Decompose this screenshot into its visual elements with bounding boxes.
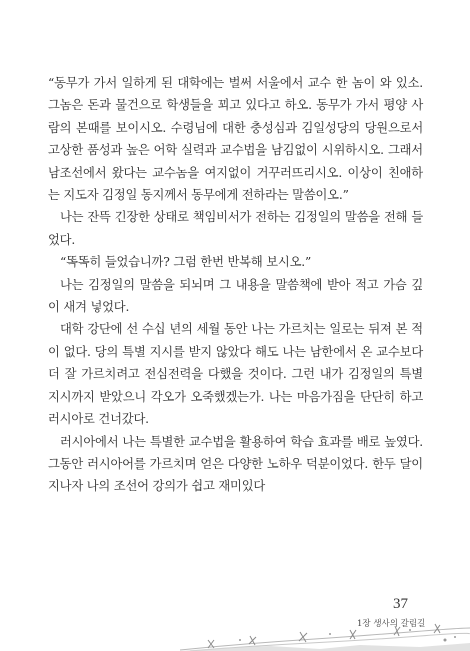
- paragraph: 나는 잔뜩 긴장한 상태로 책임비서가 전하는 김정일의 말씀을 전해 들었다.: [48, 210, 423, 247]
- page-number: 37: [393, 596, 408, 612]
- paragraph: “동무가 가서 일하게 된 대학에는 벌써 서울에서 교수 한 놈이 와 있소. 그놈은 돈과 물건으로 학생들을 꾀고 있다고 하오. 동무가 가서 평양 사람의 본때를 보이시오. 수령님에 대한 충성심과 김일성당의 당원으로서 고상한 품성과 높은 어학 실력과 교수법을 남김없이 시위하시오. 그래서 남조선에서 왔다는 교수놈을 여지없이 거꾸러뜨리시오. 이상이 친애하는 지도자 김정일 동지께서 동무에게 전하라는 말씀이오.”: [48, 76, 423, 203]
- body-text: [48, 72, 423, 498]
- barbed-wire-illustration: [180, 610, 470, 651]
- running-header: 1장 생사의 갈림길: [357, 619, 426, 629]
- paragraph: 대학 강단에 선 수십 년의 세월 동안 나는 가르치는 일로는 뒤져 본 적이 없다. 당의 특별 지시를 받지 않았다 해도 나는 남한에서 온 교수보다 더 잘 가르치려고 전심전력을 다했을 것이다. 그런 내가 김정일의 특별 지시까지 받았으니 각오가 오죽했겠는가. 나는 마음가짐을 단단히 하고 러시아로 건너갔다.: [48, 322, 423, 427]
- paragraph: “똑똑히 들었습니까? 그럼 한번 반복해 보시오.”: [60, 255, 312, 270]
- paragraph: 러시아에서 나는 특별한 교수법을 활용하여 학습 효과를 배로 높였다. 그동안 러시아어를 가르치며 얻은 다양한 노하우 덕분이었다. 한두 달이 지나자 나의 조선어 강의가 쉽고 재미있다: [48, 434, 423, 494]
- paragraph: 나는 김정일의 말씀을 되뇌며 그 내용을 말씀책에 받아 적고 가슴 깊이 새겨 넣었다.: [48, 277, 423, 315]
